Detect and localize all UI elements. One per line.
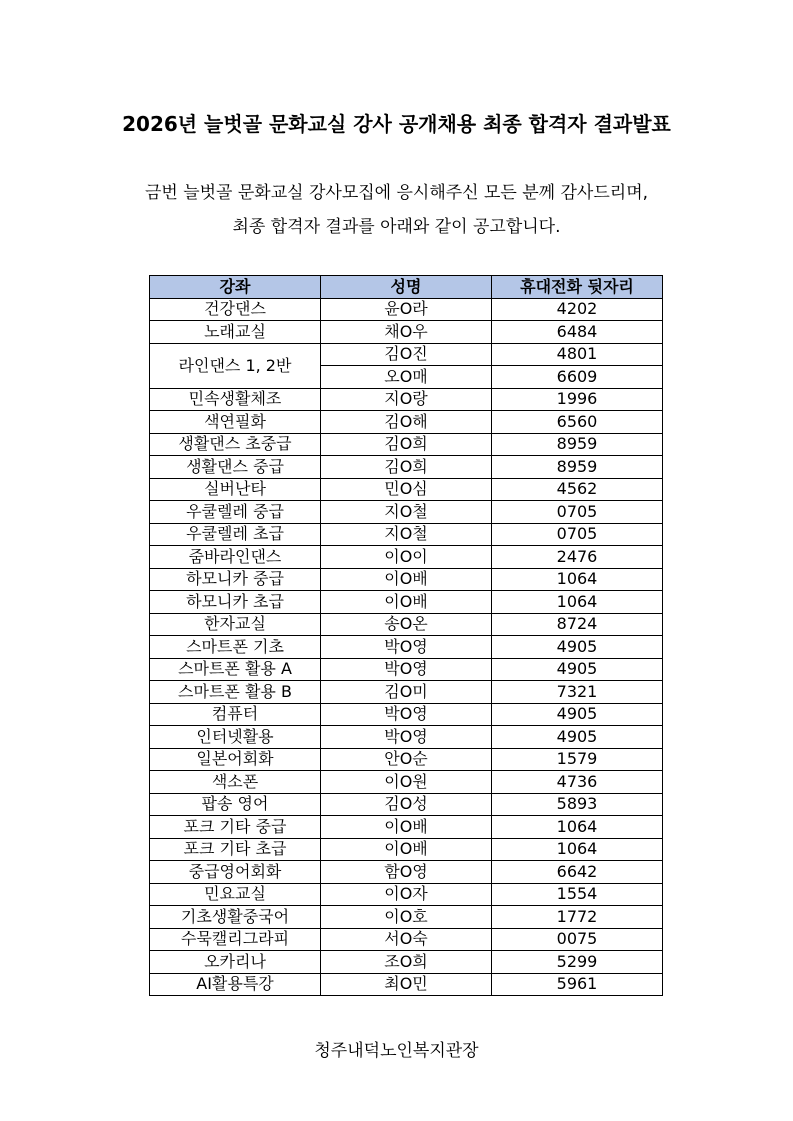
table-row xyxy=(150,883,663,906)
table-row xyxy=(150,771,663,794)
table-row xyxy=(150,636,663,659)
course-cell: 색소폰 xyxy=(150,771,321,794)
phone-cell: 4736 xyxy=(492,771,663,794)
table-row xyxy=(150,658,663,681)
name-cell: 이O호 xyxy=(321,906,492,929)
name-cell: 박O영 xyxy=(321,726,492,749)
phone-cell: 0705 xyxy=(492,523,663,546)
course-cell: 포크 기타 초급 xyxy=(150,838,321,861)
name-cell: 이O자 xyxy=(321,883,492,906)
table-row xyxy=(150,343,663,366)
course-cell: 컴퓨터 xyxy=(150,703,321,726)
name-cell: 송O온 xyxy=(321,613,492,636)
table-row xyxy=(150,523,663,546)
course-cell: 건강댄스 xyxy=(150,298,321,321)
name-cell: 민O심 xyxy=(321,478,492,501)
phone-cell: 4905 xyxy=(492,658,663,681)
name-cell: 박O영 xyxy=(321,703,492,726)
intro-line-1: 금번 늘벗골 문화교실 강사모집에 응시해주신 모든 분께 감사드리며, xyxy=(144,183,649,203)
table-row xyxy=(150,321,663,344)
phone-cell: 1064 xyxy=(492,838,663,861)
phone-cell: 4202 xyxy=(492,298,663,321)
phone-cell: 5299 xyxy=(492,951,663,974)
phone-cell: 1064 xyxy=(492,816,663,839)
name-cell: 지O철 xyxy=(321,523,492,546)
phone-cell: 4801 xyxy=(492,343,663,366)
name-cell: 서O숙 xyxy=(321,928,492,951)
name-cell: 이O배 xyxy=(321,568,492,591)
name-cell: 김O성 xyxy=(321,793,492,816)
name-cell: 김O미 xyxy=(321,681,492,704)
name-cell: 최O민 xyxy=(321,973,492,996)
course-cell: 생활댄스 초중급 xyxy=(150,433,321,456)
phone-cell: 8959 xyxy=(492,456,663,479)
table-row xyxy=(150,973,663,996)
table-row xyxy=(150,906,663,929)
table-row xyxy=(150,433,663,456)
course-cell: 우쿨렐레 초급 xyxy=(150,523,321,546)
results-table xyxy=(149,275,663,996)
header-phone: 휴대전화 뒷자리 xyxy=(492,276,663,299)
signature-org: 청주내덕노인복지관장 xyxy=(314,1041,479,1061)
name-cell: 이O원 xyxy=(321,771,492,794)
name-cell: 김O진 xyxy=(321,343,492,366)
course-cell: 기초생활중국어 xyxy=(150,906,321,929)
course-cell: 포크 기타 중급 xyxy=(150,816,321,839)
table-row xyxy=(150,456,663,479)
name-cell: 박O영 xyxy=(321,636,492,659)
course-cell: 라인댄스 1, 2반 xyxy=(150,343,321,388)
phone-cell: 0075 xyxy=(492,928,663,951)
table-row xyxy=(150,861,663,884)
table-row xyxy=(150,298,663,321)
intro-text xyxy=(0,176,793,244)
phone-cell: 6609 xyxy=(492,366,663,389)
table-row xyxy=(150,726,663,749)
phone-cell: 5893 xyxy=(492,793,663,816)
phone-cell: 1772 xyxy=(492,906,663,929)
course-cell: 색연필화 xyxy=(150,411,321,434)
name-cell: 박O영 xyxy=(321,658,492,681)
name-cell: 김O해 xyxy=(321,411,492,434)
phone-cell: 1579 xyxy=(492,748,663,771)
course-cell: 민요교실 xyxy=(150,883,321,906)
course-cell: 스마트폰 활용 A xyxy=(150,658,321,681)
phone-cell: 1064 xyxy=(492,568,663,591)
name-cell: 채O우 xyxy=(321,321,492,344)
course-cell: 일본어회화 xyxy=(150,748,321,771)
name-cell: 지O철 xyxy=(321,501,492,524)
table-row xyxy=(150,951,663,974)
name-cell: 이O이 xyxy=(321,546,492,569)
course-cell: 한자교실 xyxy=(150,613,321,636)
course-cell: 수묵캘리그라피 xyxy=(150,928,321,951)
phone-cell: 5961 xyxy=(492,973,663,996)
table-row xyxy=(150,928,663,951)
phone-cell: 6560 xyxy=(492,411,663,434)
phone-cell: 6642 xyxy=(492,861,663,884)
course-cell: 팝송 영어 xyxy=(150,793,321,816)
table-row xyxy=(150,681,663,704)
course-cell: 생활댄스 중급 xyxy=(150,456,321,479)
name-cell: 이O배 xyxy=(321,816,492,839)
table-row xyxy=(150,501,663,524)
table-row xyxy=(150,411,663,434)
course-cell: 하모니카 중급 xyxy=(150,568,321,591)
name-cell: 함O영 xyxy=(321,861,492,884)
results-table-body xyxy=(150,298,663,996)
table-row xyxy=(150,388,663,411)
phone-cell: 4905 xyxy=(492,703,663,726)
phone-cell: 7321 xyxy=(492,681,663,704)
table-row xyxy=(150,546,663,569)
table-row xyxy=(150,793,663,816)
phone-cell: 1064 xyxy=(492,591,663,614)
intro-line-2: 최종 합격자 결과를 아래와 같이 공고합니다. xyxy=(232,217,561,237)
name-cell: 김O희 xyxy=(321,433,492,456)
phone-cell: 1996 xyxy=(492,388,663,411)
table-row xyxy=(150,703,663,726)
phone-cell: 2476 xyxy=(492,546,663,569)
name-cell: 안O순 xyxy=(321,748,492,771)
table-row xyxy=(150,613,663,636)
name-cell: 오O매 xyxy=(321,366,492,389)
table-row xyxy=(150,568,663,591)
header-name: 성명 xyxy=(321,276,492,299)
course-cell: 실버난타 xyxy=(150,478,321,501)
phone-cell: 6484 xyxy=(492,321,663,344)
course-cell: 노래교실 xyxy=(150,321,321,344)
name-cell: 조O희 xyxy=(321,951,492,974)
phone-cell: 1554 xyxy=(492,883,663,906)
table-row xyxy=(150,478,663,501)
table-header-row xyxy=(150,276,663,299)
table-row xyxy=(150,591,663,614)
name-cell: 이O배 xyxy=(321,591,492,614)
course-cell: 스마트폰 활용 B xyxy=(150,681,321,704)
phone-cell: 8959 xyxy=(492,433,663,456)
course-cell: 인터넷활용 xyxy=(150,726,321,749)
table-row xyxy=(150,816,663,839)
name-cell: 지O랑 xyxy=(321,388,492,411)
phone-cell: 4562 xyxy=(492,478,663,501)
course-cell: AI활용특강 xyxy=(150,973,321,996)
course-cell: 스마트폰 기초 xyxy=(150,636,321,659)
name-cell: 윤O라 xyxy=(321,298,492,321)
phone-cell: 0705 xyxy=(492,501,663,524)
course-cell: 줌바라인댄스 xyxy=(150,546,321,569)
table-row xyxy=(150,838,663,861)
course-cell: 오카리나 xyxy=(150,951,321,974)
table-row xyxy=(150,748,663,771)
page-title: 2026년 늘벗골 문화교실 강사 공개채용 최종 합격자 결과발표 xyxy=(122,112,671,136)
course-cell: 중급영어회화 xyxy=(150,861,321,884)
phone-cell: 8724 xyxy=(492,613,663,636)
course-cell: 우쿨렐레 중급 xyxy=(150,501,321,524)
name-cell: 김O희 xyxy=(321,456,492,479)
course-cell: 민속생활체조 xyxy=(150,388,321,411)
header-course: 강좌 xyxy=(150,276,321,299)
course-cell: 하모니카 초급 xyxy=(150,591,321,614)
name-cell: 이O배 xyxy=(321,838,492,861)
phone-cell: 4905 xyxy=(492,726,663,749)
phone-cell: 4905 xyxy=(492,636,663,659)
